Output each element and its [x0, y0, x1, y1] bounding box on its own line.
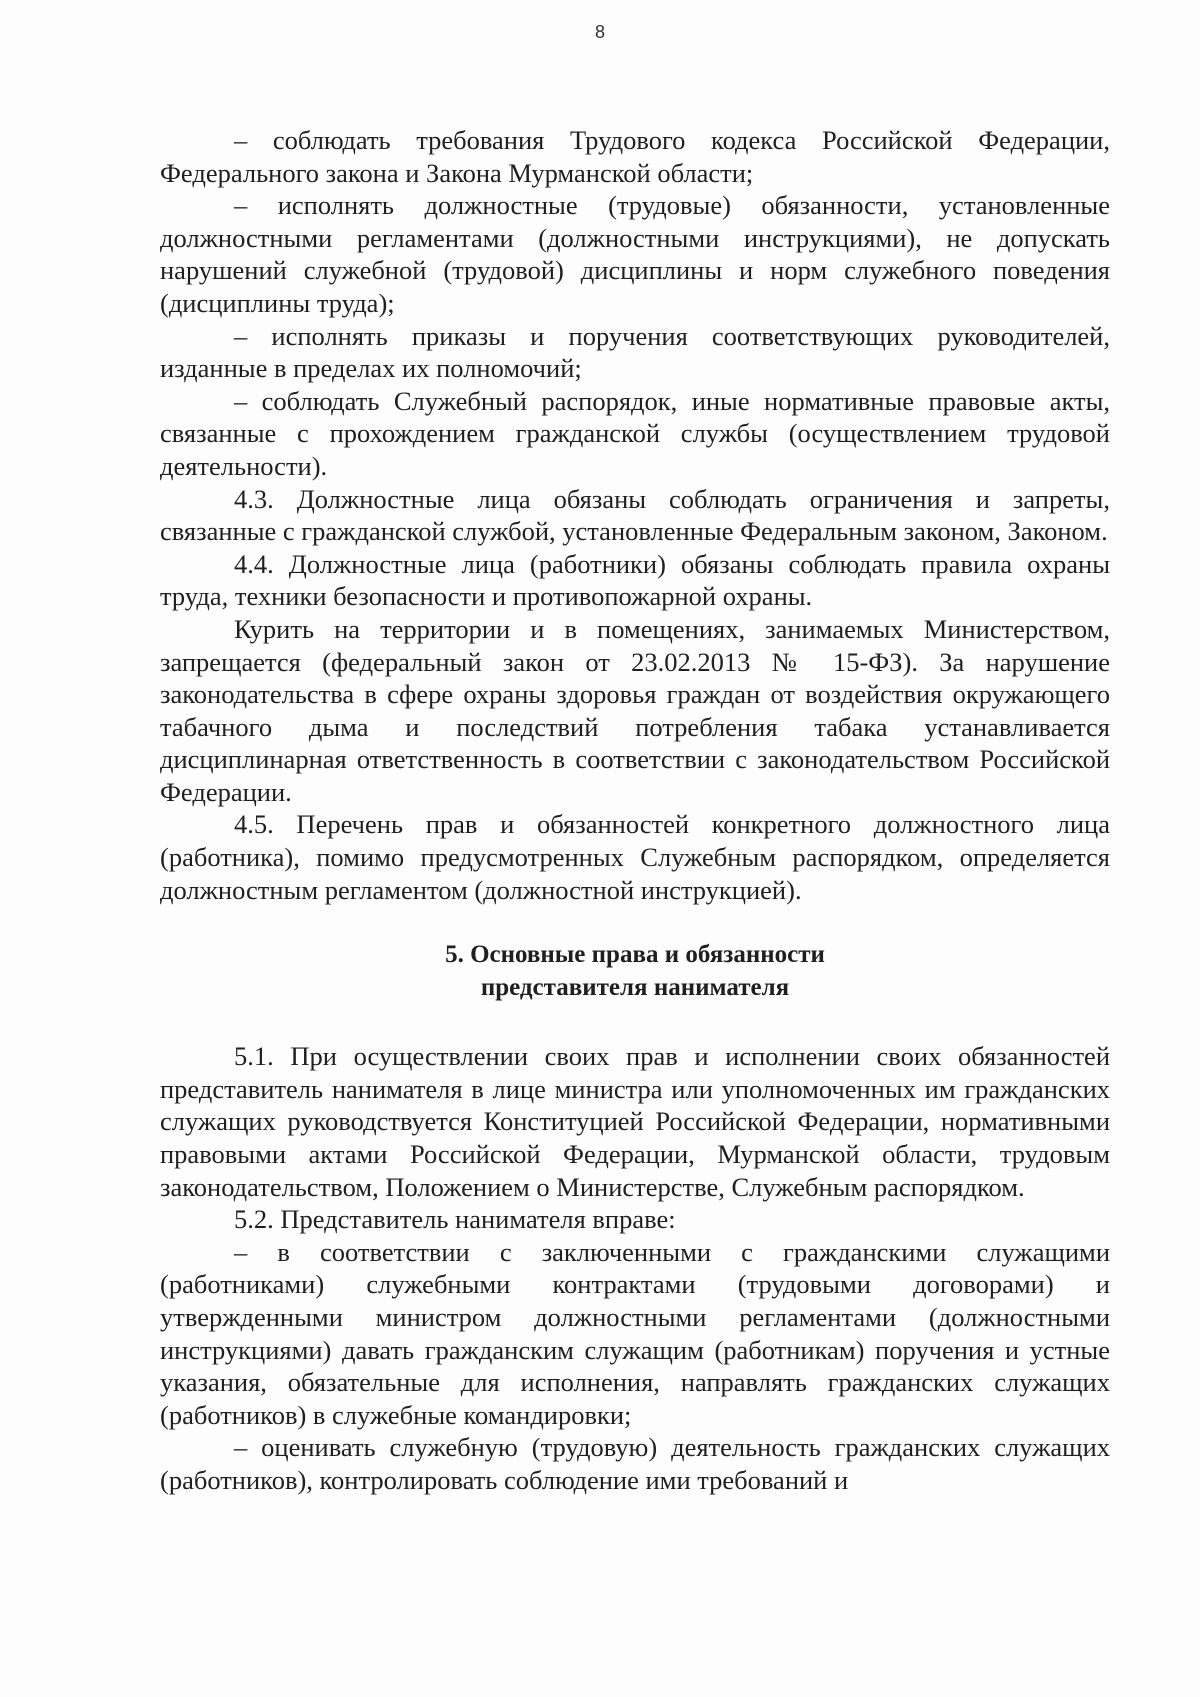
paragraph: – соблюдать Служебный распорядок, иные нормативные правовые акты, связанные с прохождением гражданской службы (осуществлением трудовой деятельности).: [160, 385, 1110, 481]
paragraph: – исполнять приказы и поручения соответствующих руководителей, изданные в пределах их полномочий;: [160, 320, 1110, 384]
paragraph-4-4: 4.4. Должностные лица (работники) обязаны соблюдать правила охраны труда, техники безопасности и противопожарной охраны.: [160, 548, 1110, 612]
paragraph-4-5: 4.5. Перечень прав и обязанностей конкретного должностного лица (работника), помимо предусмотренных Служебным распорядком, определяется должностным регламентом (должностной инструкцией).: [160, 809, 1110, 905]
document-body: [160, 124, 1110, 1497]
paragraph: – в соответствии с заключенными с гражданскими служащими (работниками) служебными контрактами (трудовыми договорами) и утвержденными министром должностными регламентами (должностными инструкциями) давать гражданским служащим (работникам) поручения и устные указания, обязательные для исполнения, направлять гражданских служащих (работников) в служебные командировки;: [160, 1236, 1110, 1430]
paragraph: – оценивать служебную (трудовую) деятельность гражданских служащих (работников), контролировать соблюдение ими требований и: [160, 1432, 1110, 1495]
section-heading-line-1: 5. Основные права и обязанности: [445, 941, 825, 969]
paragraph: – соблюдать требования Трудового кодекса Российской Федерации, Федерального закона и Закона Мурманской области;: [160, 125, 1110, 188]
paragraph-5-1: 5.1. При осуществлении своих прав и исполнении своих обязанностей представитель нанимателя в лице министра или уполномоченных им гражданских служащих руководствуется Конституцией Российской Федерации, нормативными правовыми актами Российской Федерации, Мурманской области, трудовым законодательством, Положением о Министерстве, Служебным распорядком.: [160, 1041, 1110, 1202]
page-number: 8: [594, 22, 605, 42]
paragraph-smoking: Курить на территории и в помещениях, занимаемых Министерством, запрещается (федеральный закон от 23.02.2013 № 15-ФЗ). За нарушение законодательства в сфере охраны здоровья граждан от воздействия окружающего табачного дыма и последствий потребления табака устанавливается дисциплинарная ответственность в соответствии с законодательством Российской Федерации.: [160, 613, 1110, 807]
section-heading: [160, 938, 1110, 1004]
paragraph-4-3: 4.3. Должностные лица обязаны соблюдать ограничения и запреты, связанные с гражданской службой, установленные Федеральным законом, Законом.: [160, 483, 1110, 547]
section-heading-line-2: представителя нанимателя: [480, 974, 790, 1002]
paragraph: – исполнять должностные (трудовые) обязанности, установленные должностными регламентами (должностными инструкциями), не допускать нарушений служебной (трудовой) дисциплины и норм служебного поведения (дисциплины труда);: [160, 190, 1110, 318]
paragraph-5-2: 5.2. Представитель нанимателя вправе:: [234, 1204, 676, 1235]
